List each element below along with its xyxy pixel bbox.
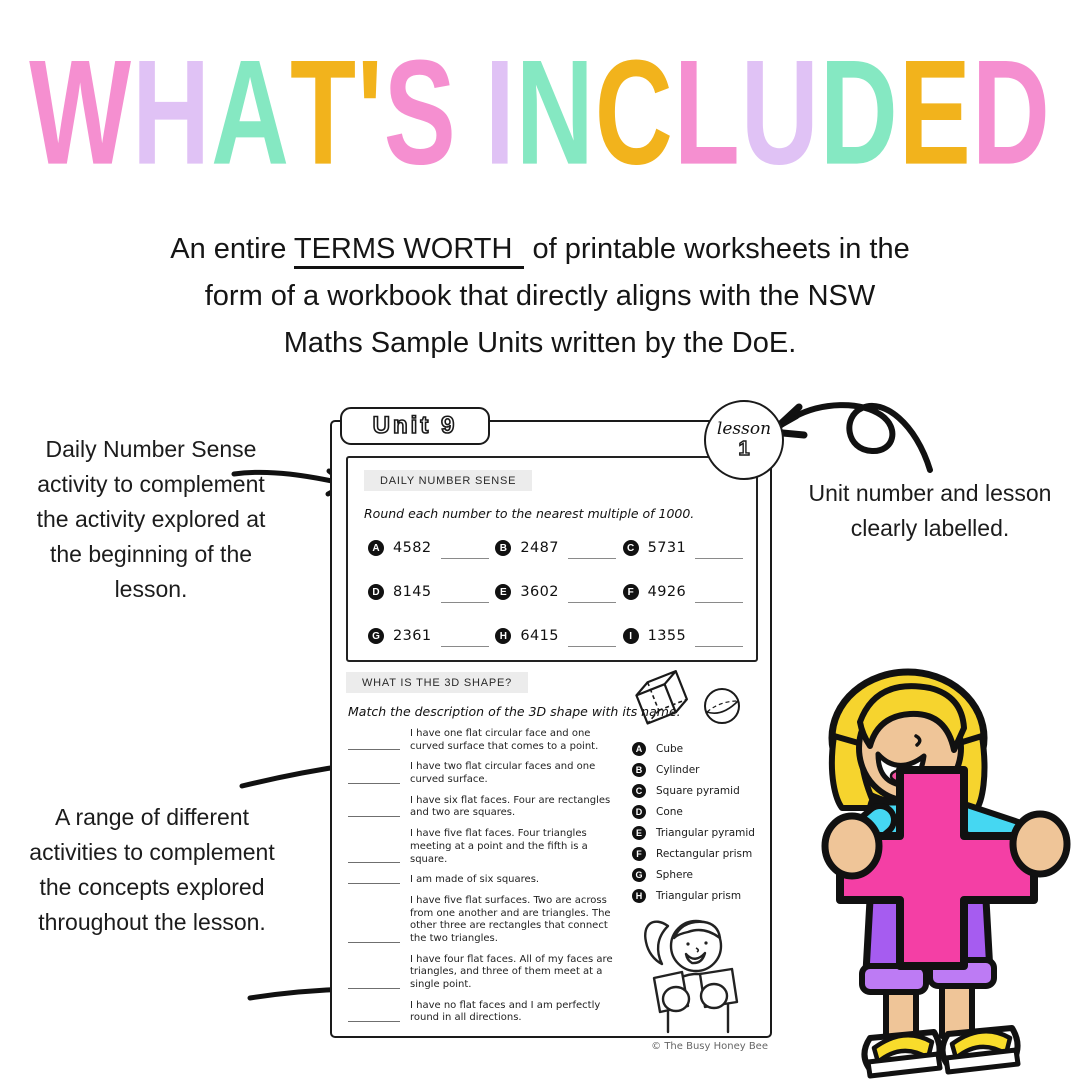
option-label: Triangular prism [656, 889, 742, 902]
girl-with-plus-illustration [812, 650, 1080, 1080]
cube-illustration [624, 668, 694, 730]
rounding-item [368, 624, 495, 648]
rounding-item [623, 536, 750, 560]
rounding-item [495, 536, 622, 560]
item-number: 5731 [647, 540, 687, 556]
annotation-unit-lesson-labelled: Unit number and lesson clearly labelled. [808, 480, 1052, 541]
shape-description-text: I have five flat surfaces. Two are across from one another and are triangles. The other three are rectangles that connect the two triangles. [410, 894, 611, 944]
title-letter: N [515, 28, 595, 196]
subtitle-line-1 [0, 226, 1080, 273]
subtitle-line-2: form of a workbook that directly aligns with the NSW [204, 279, 876, 312]
option-label: Square pyramid [656, 784, 740, 797]
item-letter-badge: A [368, 540, 384, 556]
unit-label: Unit 9 [372, 412, 458, 439]
item-number: 3602 [520, 584, 559, 600]
option-label: Cone [656, 805, 683, 818]
section-header: DAILY NUMBER SENSE [364, 470, 532, 491]
title-letter: ' [357, 28, 384, 196]
answer-blank [348, 1021, 400, 1022]
title-letter: A [211, 28, 291, 196]
shape-option-row [632, 801, 755, 822]
answer-blank [348, 816, 400, 817]
section-instruction: Round each number to the nearest multiple of 1000. [364, 506, 695, 521]
option-label: Rectangular prism [656, 847, 753, 860]
annotation-daily-number-sense: Daily Number Sense activity to complement the activity explored at the beginning of the lesson. [36, 436, 266, 602]
unit-tab [340, 407, 490, 445]
subtitle [0, 226, 1080, 367]
shape-description-row [348, 954, 624, 992]
answer-blank [441, 545, 489, 559]
section-instruction: Match the description of the 3D shape with its name. [348, 704, 681, 719]
item-number: 2361 [393, 628, 432, 644]
reading-girl-sketch [638, 914, 748, 1034]
option-letter-badge: C [632, 784, 646, 798]
section-header: WHAT IS THE 3D SHAPE? [346, 672, 528, 693]
answer-blank [348, 942, 400, 943]
shape-description-text: I am made of six squares. [410, 874, 540, 886]
item-letter-badge: H [495, 628, 511, 644]
option-letter-badge: E [632, 826, 646, 840]
shape-description-text: I have five flat faces. Four triangles meeting at a point and the fifth is a square. [410, 828, 588, 865]
shape-option-row [632, 843, 755, 864]
option-letter-badge: F [632, 847, 646, 861]
title-letter: C [594, 28, 674, 196]
option-label: Cylinder [656, 763, 700, 776]
item-number: 8145 [393, 584, 432, 600]
shape-option-row [632, 738, 755, 759]
answer-blank [568, 589, 616, 603]
shape-description-row [348, 795, 624, 820]
title-letter: E [898, 28, 972, 196]
answer-blank [348, 988, 400, 989]
title-letter: W [29, 28, 133, 196]
item-number: 4582 [393, 540, 432, 556]
answer-blank [348, 783, 400, 784]
shape-option-row [632, 885, 755, 906]
rounding-item [368, 580, 495, 604]
title-letter: S [383, 28, 457, 196]
option-label: Triangular pyramid [656, 826, 755, 839]
annotation-range-of-activities: A range of different activities to complement the concepts explored throughout the lesson. [29, 804, 275, 935]
shape-description-text: I have four flat faces. All of my faces are triangles, and three of them meet at a single point. [410, 953, 613, 990]
answer-blank [568, 545, 616, 559]
shape-description-row [348, 761, 624, 786]
title-letter: H [132, 28, 212, 196]
shape-description-row [348, 728, 624, 753]
lesson-label: lesson [716, 418, 772, 439]
item-number: 1355 [647, 628, 687, 644]
item-number: 6415 [520, 628, 559, 644]
subtitle-text: An entire [170, 233, 294, 265]
rounding-item [623, 624, 750, 648]
title-letter: L [673, 28, 741, 196]
option-label: Cube [656, 742, 684, 755]
item-letter-badge: G [368, 628, 384, 644]
answer-blank [441, 633, 489, 647]
shape-description-text: I have no flat faces and I am perfectly round in all directions. [410, 999, 601, 1024]
item-letter-badge: F [623, 584, 639, 600]
title-letter: T [290, 28, 358, 196]
shape-option-row [632, 780, 755, 801]
shape-options-list [632, 738, 755, 906]
sphere-illustration [702, 686, 742, 726]
option-letter-badge: D [632, 805, 646, 819]
answer-blank [695, 589, 743, 603]
answer-blank [348, 749, 400, 750]
title-letter: I [484, 28, 516, 196]
shape-description-row [348, 874, 624, 887]
item-number: 4926 [647, 584, 687, 600]
answer-blank [441, 589, 489, 603]
swirl-arrow-to-lesson-circle [772, 405, 930, 470]
lesson-number: 1 [738, 437, 750, 460]
shape-option-row [632, 759, 755, 780]
shape-option-row [632, 822, 755, 843]
shape-description-text: I have one flat circular face and one curved surface that comes to a point. [410, 728, 599, 752]
page-title [0, 28, 1080, 196]
subtitle-text: of printable worksheets in the [524, 233, 910, 265]
worksheet-preview [330, 412, 772, 1052]
shape-option-row [632, 864, 755, 885]
option-label: Sphere [656, 868, 693, 881]
item-letter-badge: E [495, 584, 511, 600]
option-letter-badge: B [632, 763, 646, 777]
answer-blank [348, 862, 400, 863]
item-letter-badge: D [368, 584, 384, 600]
shape-description-text: I have six flat faces. Four are rectangles and two are squares. [410, 794, 611, 819]
rounding-items-grid [368, 536, 750, 648]
title-letter: D [971, 28, 1051, 196]
rounding-item [623, 580, 750, 604]
subtitle-underlined-text: TERMS WORTH [294, 233, 525, 269]
option-letter-badge: H [632, 889, 646, 903]
rounding-item [495, 580, 622, 604]
shape-description-row [348, 1000, 624, 1025]
item-letter-badge: B [495, 540, 511, 556]
item-number: 2487 [520, 540, 559, 556]
shape-descriptions-list [348, 728, 624, 1033]
option-letter-badge: G [632, 868, 646, 882]
lesson-badge [704, 400, 784, 480]
answer-blank [695, 545, 743, 559]
shape-description-row [348, 895, 624, 946]
shape-description-row [348, 828, 624, 866]
copyright-credit: © The Busy Honey Bee [651, 1041, 768, 1052]
shape-description-text: I have two flat circular faces and one curved surface. [410, 761, 596, 786]
item-letter-badge: C [623, 540, 639, 556]
subtitle-line-3: Maths Sample Units written by the DoE. [283, 326, 797, 359]
title-letter: U [740, 28, 820, 196]
item-letter-badge: I [623, 628, 639, 644]
answer-blank [695, 633, 743, 647]
answer-blank [568, 633, 616, 647]
option-letter-badge: A [632, 742, 646, 756]
answer-blank [348, 883, 400, 884]
rounding-item [495, 624, 622, 648]
daily-number-sense-section [346, 456, 758, 662]
title-letter: D [819, 28, 899, 196]
rounding-item [368, 536, 495, 560]
